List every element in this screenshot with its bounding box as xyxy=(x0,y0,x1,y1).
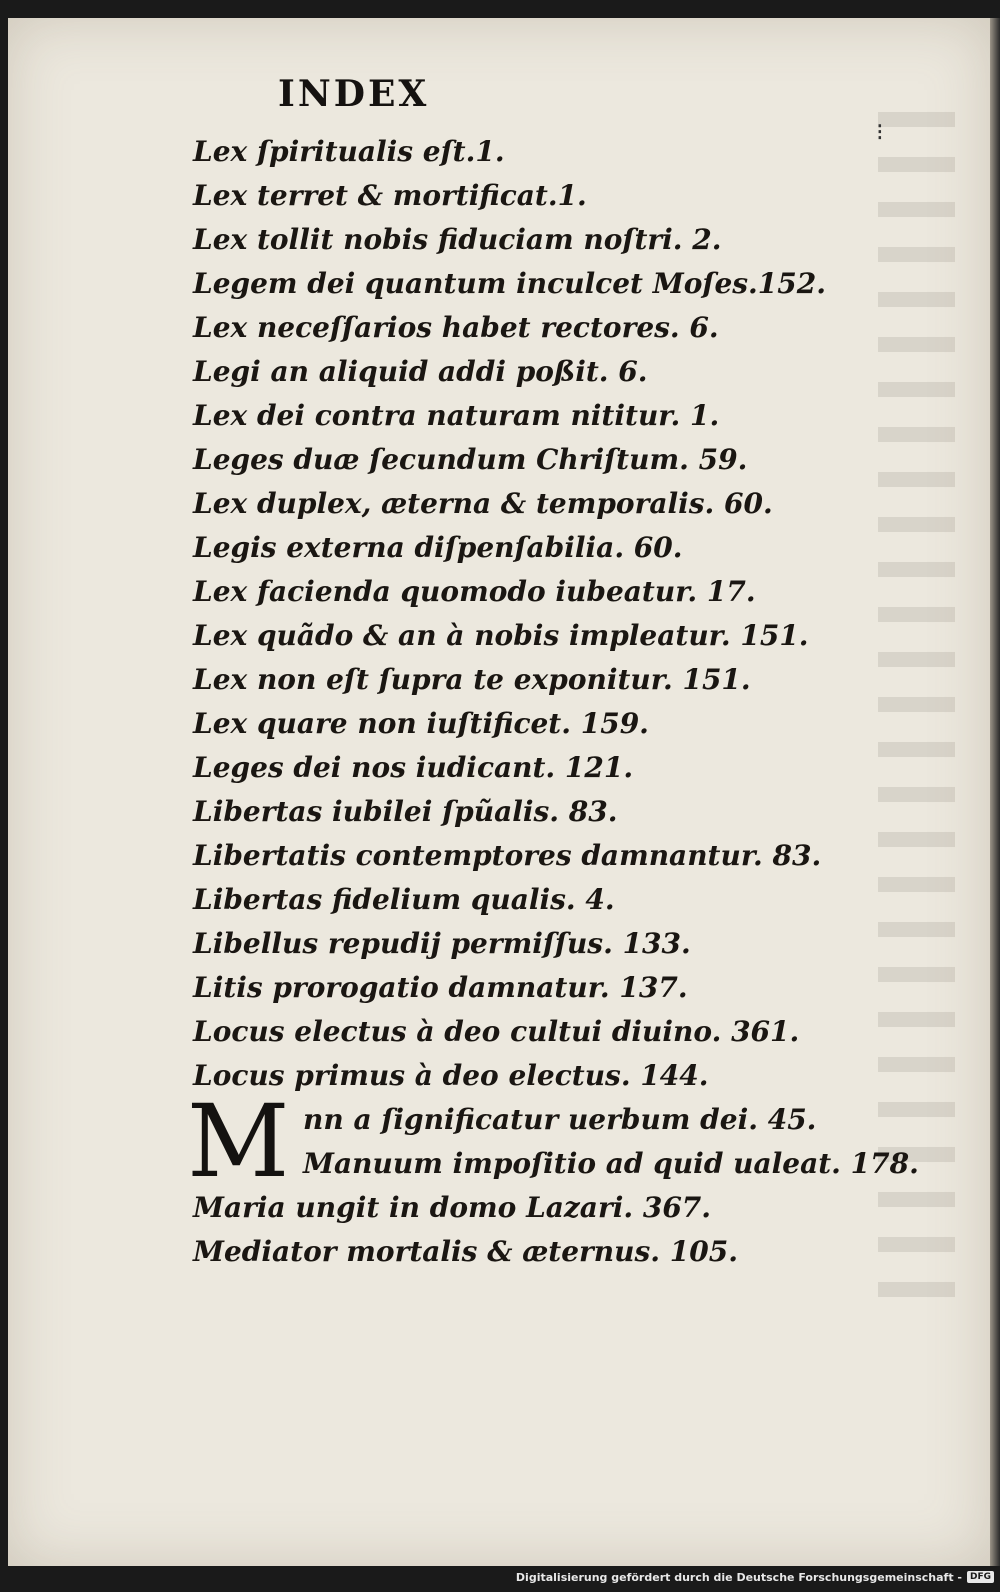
index-entry: Lex duplex, æterna & temporalis. 60. xyxy=(193,487,773,520)
index-entries xyxy=(187,130,919,1274)
index-entry: Lex quare non iuſtificet. 159. xyxy=(193,707,649,740)
footer-credit: Digitalisierung gefördert durch die Deutsche Forschungsgemeinschaft - xyxy=(515,1570,962,1584)
index-entry: Lex dei contra naturam nititur. 1. xyxy=(193,399,720,432)
bleed-through-text xyxy=(878,98,988,1298)
index-entry: Legi an aliquid addi poßit. 6. xyxy=(193,355,648,388)
index-entry: Maria ungit in domo Lazari. 367. xyxy=(193,1191,712,1224)
decorated-initial: M xyxy=(187,1083,290,1200)
index-entry: Leges duæ ſecundum Chriſtum. 59. xyxy=(193,443,748,476)
index-entry: Mediator mortalis & æternus. 105. xyxy=(193,1235,738,1268)
book-page xyxy=(8,18,990,1566)
index-entry: Libertas iubilei ſpũalis. 83. xyxy=(193,795,618,828)
margin-mark: ⁝ xyxy=(876,118,884,146)
index-entry: Lex quãdo & an à nobis impleatur. 151. xyxy=(193,619,809,652)
index-entry: Legem dei quantum inculcet Moſes.152. xyxy=(193,267,826,300)
index-entry: Litis prorogatio damnatur. 137. xyxy=(193,971,688,1004)
index-entry: Manuum impoſitio ad quid ualeat. 178. xyxy=(303,1147,919,1180)
index-entry: Lex terret & mortificat.1. xyxy=(193,179,587,212)
index-entry: Leges dei nos iudicant. 121. xyxy=(193,751,634,784)
index-entry: Lex facienda quomodo iubeatur. 17. xyxy=(193,575,756,608)
index-entry: Libertas fidelium qualis. 4. xyxy=(193,883,615,916)
index-entry: Lex tollit nobis fiduciam noſtri. 2. xyxy=(193,223,722,256)
index-entry: Lex non eſt ſupra te exponitur. 151. xyxy=(193,663,751,696)
footer-bar xyxy=(0,1566,1000,1588)
index-entry: Libellus repudij permiſſus. 133. xyxy=(193,927,691,960)
index-entry: Locus primus à deo electus. 144. xyxy=(193,1059,709,1092)
page-header: INDEX xyxy=(278,73,430,115)
index-entry: Legis externa diſpenſabilia. 60. xyxy=(193,531,683,564)
m-section-start xyxy=(187,1083,919,1200)
index-entry: Lex ſpiritualis eſt.1. xyxy=(193,135,505,168)
index-entry: Locus electus à deo cultui diuino. 361. xyxy=(193,1015,800,1048)
index-entry: nn a ſignificatur uerbum dei. 45. xyxy=(303,1103,817,1136)
index-entry: Libertatis contemptores damnantur. 83. xyxy=(193,839,822,872)
dfg-logo: DFG xyxy=(967,1571,994,1583)
page-edge xyxy=(990,18,1000,1566)
index-entry: Lex neceſſarios habet rectores. 6. xyxy=(193,311,719,344)
